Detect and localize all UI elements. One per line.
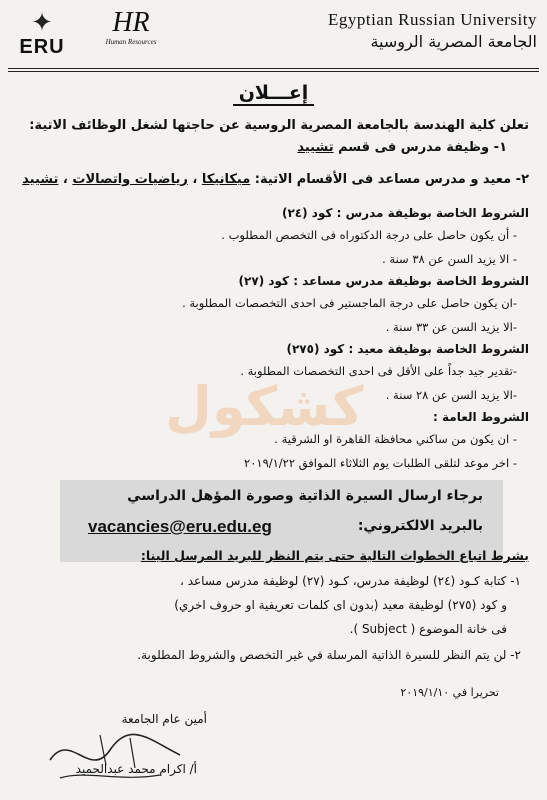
watermark-text: كشكول [165, 375, 364, 438]
section-line: -الا يزيد السن عن ٣٣ سنة . [385, 320, 517, 334]
eru-logo-text: ERU [19, 36, 65, 58]
issue-date: تحريرا في ٢٠١٩/١/١٠ [400, 686, 499, 699]
job-2-sep-1: ، [187, 172, 202, 187]
step-2: ٢- لن يتم النظر للسيرة الذاتية المرسلة في غير التخصص والشروط المطلوبة. [137, 648, 521, 662]
hr-logo-sub: Human Resources [105, 38, 157, 46]
job-2-prefix: ٢- معيد و مدرس مساعد فى الأقسام الاتية: [250, 172, 529, 187]
step-1-line-3: فى خانة الموضوع ( Subject ). [349, 622, 507, 636]
university-name [297, 10, 537, 51]
section-line: - اخر موعد لتلقى الطلبات يوم الثلاثاء الموافق ٢٠١٩/١/٢٢ [244, 456, 517, 470]
job-2 [18, 172, 529, 187]
hr-logo [96, 8, 166, 68]
job-1-prefix: ١- وظيفة مدرس فى قسم [333, 140, 507, 155]
university-name-ar: الجامعة المصرية الروسية [370, 32, 537, 51]
hr-logo-text: HR [112, 7, 150, 38]
section-title-assistant-lecturer: الشروط الخاصة بوظيفة مدرس مساعد : كود (٢٧) [238, 274, 529, 288]
section-title-demonstrator: الشروط الخاصة بوظيفة معيد : كود (٢٧٥) [286, 342, 529, 356]
job-1 [18, 140, 507, 155]
signatory-title: أمين عام الجامعة [121, 712, 207, 726]
section-line: - الا يزيد السن عن ٣٨ سنة . [382, 252, 517, 266]
page-title [0, 82, 547, 104]
watermark [165, 372, 395, 442]
section-title-lecturer: الشروط الخاصة بوظيفة مدرس : كود (٢٤) [282, 206, 529, 220]
job-2-dept-2: رياضيات واتصالات [72, 172, 188, 187]
section-line: -الا يزيد السن عن ٢٨ سنة . [385, 388, 517, 402]
email-link[interactable]: vacancies@eru.edu.eg [88, 517, 272, 536]
job-2-dept-1: ميكانيكا [201, 172, 251, 187]
signatory-name: أ/ اكرام محمد عبدالحميد [75, 762, 197, 776]
header-divider [8, 68, 539, 69]
section-line: -ان يكون حاصل على درجة الماجستير فى احدى التخصصات المطلوبة . [182, 296, 517, 310]
header-divider-2 [8, 71, 539, 72]
section-title-general: الشروط العامة : [433, 410, 529, 424]
section-line: - أن يكون حاصل على درجة الدكتوراه فى التخصص المطلوب . [221, 228, 517, 242]
step-1-line-2: و كود (٢٧٥) لوظيفة معيد (بدون اى كلمات تعريفية او حروف اخري) [174, 598, 507, 612]
job-2-dept-3: تشييد [22, 172, 59, 187]
submission-line-1: برجاء ارسال السيرة الذاتية وصورة المؤهل الدراسي [127, 488, 483, 504]
eru-logo [14, 10, 70, 66]
intro-text: تعلن كلية الهندسة بالجامعة المصرية الروسية عن حاجتها لشغل الوظائف الاتية: [29, 118, 529, 133]
page-title-text: إعـــلان [233, 82, 315, 106]
job-1-dept: تشييد [297, 140, 334, 155]
handwritten-signature [40, 720, 190, 790]
submission-line-2: بالبريد الالكتروني: [357, 518, 483, 534]
job-2-sep-2: ، [58, 172, 73, 187]
section-line: -تقدير جيد جداً على الأقل فى احدى التخصصات المطلوبة . [240, 364, 517, 378]
university-name-en: Egyptian Russian University [328, 10, 537, 29]
section-line: - ان يكون من ساكني محافظة القاهرة او الشرقية . [274, 432, 517, 446]
step-1-line-1: ١- كتابة كـود (٢٤) لوظيفة مدرس، كـود (٢٧) لوظيفة مدرس مساعد ، [180, 574, 521, 588]
star-icon: ✦ [31, 8, 53, 38]
steps-title: بشرط اتباع الخطوات التالية حتى يتم النظر للبريد المرسل الينا: [140, 548, 529, 563]
